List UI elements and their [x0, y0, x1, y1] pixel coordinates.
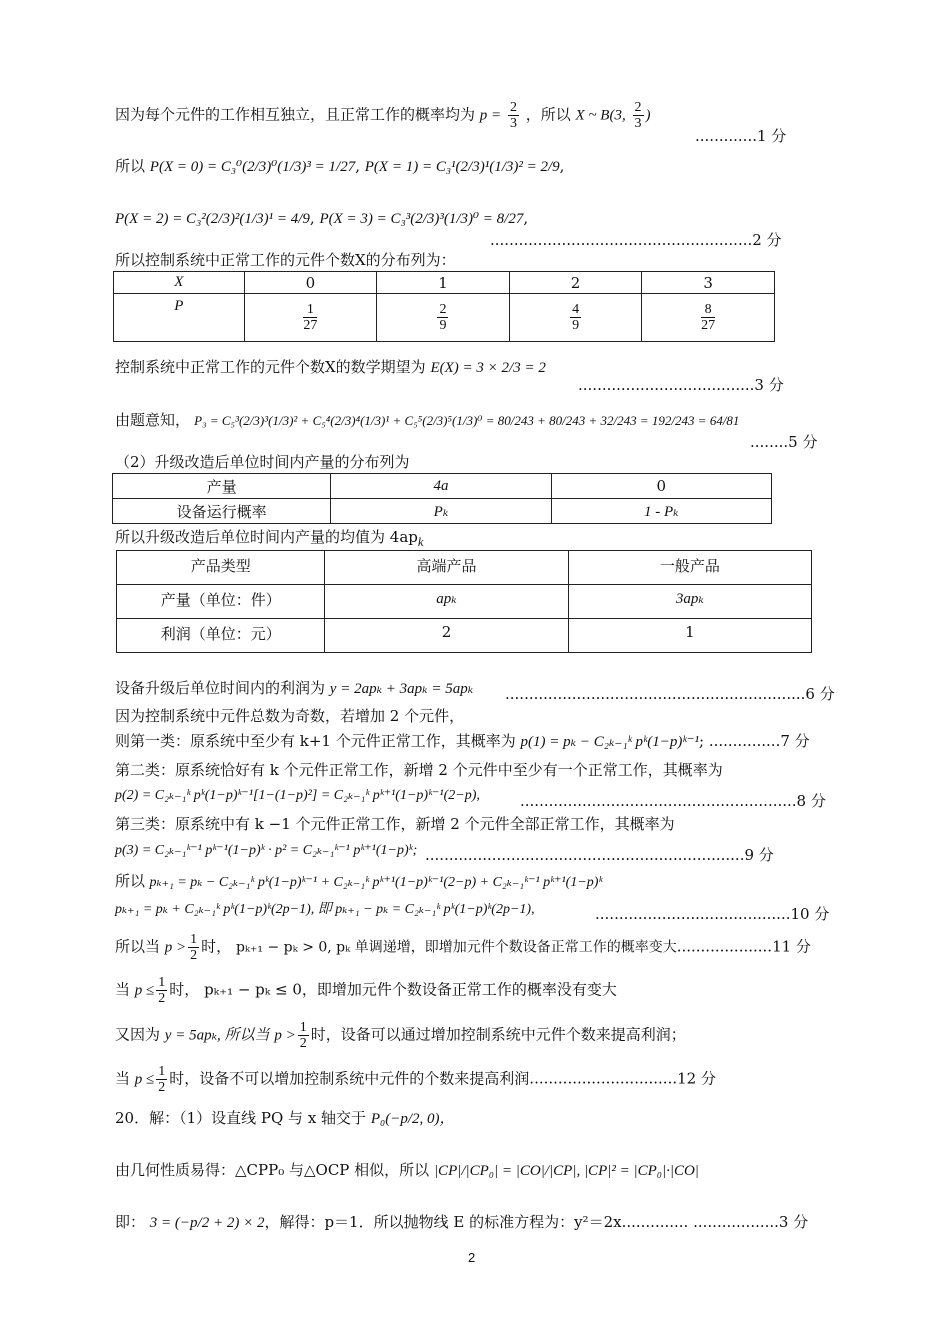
table-cell: 1 — [377, 272, 510, 294]
text: 所以 — [115, 872, 146, 890]
table-cell: 产量（单位：件） — [117, 585, 325, 619]
score-6: ...............................................................6 分 — [505, 685, 835, 703]
line-10: 因为控制系统中元件总数为奇数，若增加 2 个元件， — [115, 707, 465, 725]
text: 时，设备不可以增加控制系统中元件的个数来提高利润 — [169, 1069, 530, 1088]
line-13 — [115, 785, 480, 806]
table-cell: X — [114, 272, 245, 294]
table-cell: 1 — [568, 619, 811, 653]
fraction: $\frac{2}{3}$ — [634, 100, 642, 131]
text: 当 — [115, 980, 131, 999]
line-9 — [115, 678, 473, 699]
formula: E(X) = 3 × 2/3 = 2 — [430, 360, 546, 376]
line-11 — [115, 731, 810, 752]
score-5: ........5 分 — [750, 433, 818, 451]
table-cell: 0 — [551, 474, 771, 499]
table-cell: 高端产品 — [325, 551, 568, 585]
formula: P(X = 1) = C₃¹(2/3)¹(1/3)² = 2/9 — [364, 159, 560, 175]
formula: P₀(−p/2, 0)， — [370, 1111, 455, 1127]
table-cell: P — [114, 294, 245, 342]
text: 当 — [115, 1069, 131, 1088]
formula: 3 = (−p/2 + 2) × 2 — [149, 1215, 265, 1231]
text: 所以 — [115, 157, 146, 175]
table-cell: 设备运行概率 — [113, 499, 331, 524]
formula: P₃ = C₅³(2/3)³(1/3)² + C₅⁴(2/3)⁴(1/3)¹ + C₅⁵(2/3)⁵(1/3)⁰ = 80/243 + 80/243 + 32/243 = 192/243 = 64/81 — [194, 413, 740, 428]
line-17 — [115, 899, 535, 920]
formula: p = — [479, 107, 502, 124]
formula: P(X = 2) = C₃²(2/3)²(1/3)¹ = 4/9 — [115, 211, 310, 227]
score-8: ..........................................................8 分 — [520, 792, 826, 810]
text: ，所以 — [525, 105, 571, 124]
table-cell: $\frac{4}{9}$ — [509, 294, 642, 342]
text: 因为每个元件的工作相互独立，且正常工作的概率均为 — [115, 105, 476, 124]
score-9: ...................................................................9 分 — [425, 846, 774, 864]
text: 所以当 — [115, 937, 161, 956]
formula: P(X = 0) = C₃⁰(2/3)⁰(1/3)³ = 1/27 — [149, 159, 356, 175]
line-12: 第二类：原系统恰好有 k 个元件正常工作，新增 2 个元件中至少有一个正常工作，其概率为 — [115, 761, 723, 779]
distribution-table-x — [113, 271, 775, 342]
line-2: 所以 P(X = 0) = C₃⁰(2/3)⁰(1/3)³ = 1/27, P(X = 1) = C₃¹(2/3)¹(1/3)² = 2/9, — [115, 157, 565, 175]
table-cell: 产品类型 — [117, 551, 325, 585]
score-12: ...............................12 分 — [529, 1069, 716, 1088]
line-7: （2）升级改造后单位时间内产量的分布列为 — [115, 453, 410, 471]
line-19: 当 p ≤ $\frac{1}{2}$ 时， pₖ₊₁ − pₖ ≤ 0，即增加元件个数设备正常工作的概率没有变大 — [115, 975, 617, 1006]
line-20: 又因为 y = 5apₖ, 所以当 p > $\frac{1}{2}$ 时，设备可以通过增加控制系统中元件个数来提高利润； — [115, 1020, 686, 1051]
score-2: .......................................................2 分 — [490, 231, 782, 249]
text: 20．解：（1）设直线 PQ 与 x 轴交于 — [115, 1109, 367, 1127]
line-1: 因为每个元件的工作相互独立，且正常工作的概率均为 p = $\frac{2}{3}$ ，所以 X ~ B(3, $\frac{2}{3}$ ) — [115, 100, 651, 131]
text: ，解得：p＝1．所以抛物线 E 的标准方程为：y²＝2x.............. ..................3 分 — [264, 1213, 809, 1231]
score-7: ; ...............7 分 — [699, 732, 810, 750]
line-8: 所以升级改造后单位时间内产量的均值为 $4ap_k$ — [115, 528, 424, 549]
table-cell: 3 — [642, 272, 775, 294]
fraction: $\frac{2}{3}$ — [509, 100, 517, 131]
formula: y = 2apₖ + 3apₖ = 5apₖ — [329, 681, 474, 697]
text: 时，设备可以通过增加控制系统中元件个数来提高利润； — [310, 1025, 686, 1044]
line-22 — [115, 1108, 455, 1129]
score-10: .........................................10 分 — [595, 905, 830, 923]
product-profit-table — [116, 550, 812, 653]
output-distribution-table — [112, 473, 772, 524]
line-6 — [115, 410, 739, 432]
line-18: 所以当 p > $\frac{1}{2}$ 时， pₖ₊₁ − pₖ > 0, pₖ 单调递增，即增加元件个数设备正常工作的概率变大....................11 分 — [115, 932, 811, 963]
table-cell: $\frac{2}{9}$ — [377, 294, 510, 342]
table-cell: $\frac{8}{27}$ — [642, 294, 775, 342]
table-cell: $\frac{1}{27}$ — [244, 294, 377, 342]
table-cell: 3apₖ — [568, 585, 811, 619]
line-23 — [115, 1160, 699, 1181]
page-number: 2 — [468, 1250, 476, 1265]
table-cell: apₖ — [325, 585, 568, 619]
score-11: ....................11 分 — [676, 937, 811, 956]
text: pₖ₊₁ − pₖ > 0, pₖ 单调递增，即增加元件个数设备正常工作的概率变大 — [235, 939, 677, 956]
text: 设备升级后单位时间内的利润为 — [115, 679, 326, 697]
score-1: .............1 分 — [695, 127, 787, 145]
text: 控制系统中正常工作的元件个数X的数学期望为 — [115, 358, 426, 376]
line-21: 当 p ≤ $\frac{1}{2}$ 时，设备不可以增加控制系统中元件的个数来提高利润...............................12 分 — [115, 1064, 716, 1095]
table-cell: 2 — [509, 272, 642, 294]
formula: pₖ₊₁ = pₖ + C₂ₖ₋₁ᵏ pᵏ(1−p)ᵏ(2p−1), 即 pₖ₊₁ − pₖ = C₂ₖ₋₁ᵏ pᵏ(1−p)ᵏ(2p−1), — [115, 902, 535, 917]
formula: y = 5apₖ, 所以当 — [164, 1027, 270, 1044]
text: 由几何性质易得：△CPP₀ 与△OCP 相似，所以 — [115, 1161, 430, 1179]
formula: |CP|/|CP₀| = |CO|/|CP|, |CP|² = |CP₀|·|CO| — [433, 1163, 699, 1179]
line-24 — [115, 1212, 808, 1233]
line-14: 第三类：原系统中有 k −1 个元件正常工作，新增 2 个元件全部正常工作，其概率为 — [115, 815, 675, 833]
table-cell: 产量 — [113, 474, 331, 499]
formula: pₖ₊₁ = pₖ − C₂ₖ₋₁ᵏ pᵏ(1−p)ᵏ⁻¹ + C₂ₖ₋₁ᵏ pᵏ⁺¹(1−p)ᵏ⁻¹(2−p) + C₂ₖ₋₁ᵏ⁻¹ pᵏ⁺¹(1−p)ᵏ — [149, 875, 603, 890]
formula: X ~ B(3, — [575, 107, 626, 124]
text: 由题意知， — [115, 411, 191, 429]
text: 则第一类：原系统中至少有 k+1 个元件正常工作，其概率为 — [115, 732, 516, 750]
line-5 — [115, 357, 546, 378]
table-cell: 一般产品 — [568, 551, 811, 585]
line-15 — [115, 840, 417, 861]
line-3: P(X = 2) = C₃²(2/3)²(1/3)¹ = 4/9, P(X = 3) = C₃³(2/3)³(1/3)⁰ = 8/27, — [115, 209, 529, 227]
score-3: .....................................3 分 — [578, 376, 784, 394]
table-cell: 1 - Pₖ — [551, 499, 771, 524]
table-cell: Pₖ — [331, 499, 551, 524]
table-cell: 0 — [244, 272, 377, 294]
text: 即： — [115, 1213, 146, 1231]
text: 又因为 — [115, 1025, 161, 1044]
table-cell: 利润（单位：元） — [117, 619, 325, 653]
line-16 — [115, 871, 602, 893]
table-cell: 2 — [325, 619, 568, 653]
formula: p(3) = C₂ₖ₋₁ᵏ⁻¹ pᵏ⁻¹(1−p)ᵏ · p² = C₂ₖ₋₁ᵏ⁻¹ pᵏ⁺¹(1−p)ᵏ; — [115, 843, 418, 858]
text: pₖ₊₁ − pₖ ≤ 0，即增加元件个数设备正常工作的概率没有变大 — [204, 980, 617, 999]
text: 所以升级改造后单位时间内产量的均值为 4ap — [115, 528, 418, 546]
formula: p(1) = pₖ − C₂ₖ₋₁ᵏ pᵏ(1−p)ᵏ⁻¹ — [520, 734, 699, 750]
formula: p(2) = C₂ₖ₋₁ᵏ pᵏ(1−p)ᵏ⁻¹[1−(1−p)²] = C₂ₖ₋₁ᵏ pᵏ⁺¹(1−p)ᵏ⁻¹(2−p), — [115, 788, 480, 803]
table-cell: 4a — [331, 474, 551, 499]
formula: P(X = 3) = C₃³(2/3)³(1/3)⁰ = 8/27 — [319, 211, 524, 227]
line-4: 所以控制系统中正常工作的元件个数X的分布列为： — [115, 251, 456, 269]
